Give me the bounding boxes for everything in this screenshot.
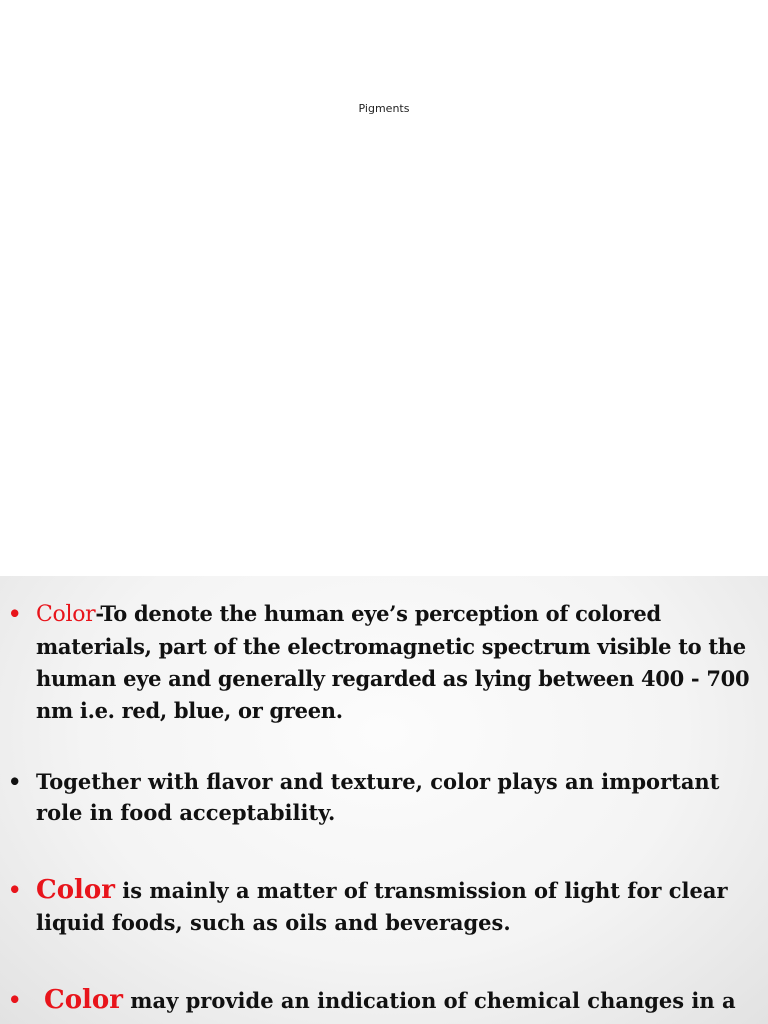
bullet-body [36, 766, 750, 828]
bullet-body [36, 874, 750, 939]
slide-title: Pigments [358, 102, 410, 115]
bullet-term: Color [36, 875, 115, 905]
bullet-marker: • [8, 601, 22, 626]
bullet-marker: • [8, 987, 22, 1012]
bullet-text: may provide an indication of chemical changes in a [122, 988, 736, 1013]
bullet-body [44, 984, 750, 1017]
bullet-term: Color [36, 602, 96, 627]
bullet-text: Together with flavor and texture, color plays an important role in food acceptability. [36, 769, 720, 825]
bullet-marker: • [8, 769, 22, 794]
bullet-text: -To denote the human eye’s perception of colored materials, part of the electromagnetic spectrum visible to the human eye and generally regarded as lying between 400 - 700 nm i.e. red, blue, or green. [36, 601, 750, 723]
bullet-term: Color [44, 985, 123, 1015]
bullet-text: is mainly a matter of transmission of light for clear liquid foods, such as oils and beverages. [36, 878, 728, 935]
content-slide [0, 576, 768, 1024]
bullet-marker: • [8, 877, 22, 902]
bullet-body [36, 598, 750, 727]
